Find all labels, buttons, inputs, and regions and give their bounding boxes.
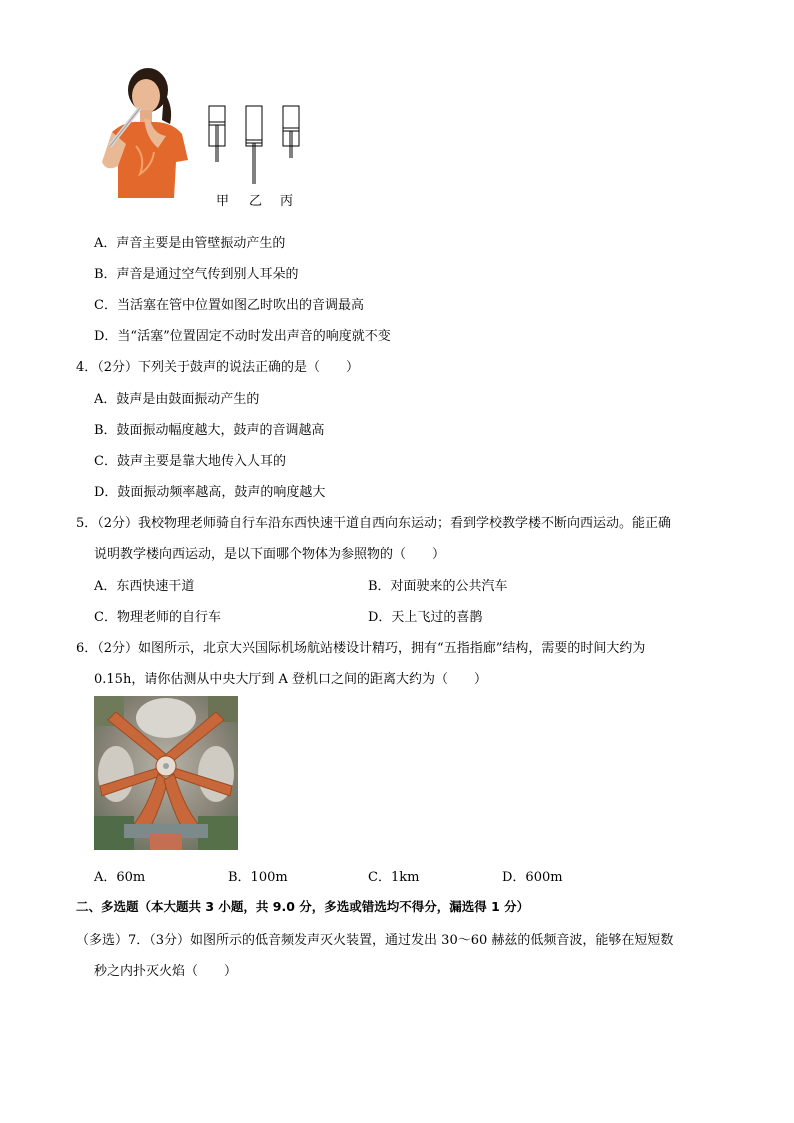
tube-label-jia: 甲: [216, 194, 230, 209]
q6-option-c: C．1km: [368, 870, 420, 885]
q5-option-d: D．天上飞过的喜鹊: [368, 610, 483, 625]
tube-label-bing: 丙: [280, 194, 294, 209]
q4-option-a: A．鼓声是由鼓面振动产生的: [94, 392, 260, 407]
q4-option-d: D．鼓面振动频率越高，鼓声的响度越大: [94, 485, 326, 500]
woman-blowing-whistle-photo: [96, 62, 194, 198]
q5-option-b: B．对面驶来的公共汽车: [368, 579, 508, 594]
q3-option-c: C．当活塞在管中位置如图乙时吹出的音调最高: [94, 298, 364, 313]
q5-option-a: A．东西快速干道: [94, 579, 195, 594]
q6-option-a: A．60m: [94, 870, 146, 885]
daxing-airport-aerial-photo: [94, 696, 238, 850]
q3-option-d: D．当“活塞”位置固定不动时发出声音的响度就不变: [94, 329, 391, 344]
slide-whistle-tubes-diagram: [200, 100, 310, 190]
q5-option-c: C．物理老师的自行车: [94, 610, 221, 625]
q7-stem-line2: 秒之内扑灭火焰（ ）: [94, 964, 238, 979]
q4-option-b: B．鼓面振动幅度越大，鼓声的音调越高: [94, 423, 325, 438]
q5-stem-line2: 说明教学楼向西运动，是以下面哪个物体为参照物的（ ）: [94, 547, 446, 562]
q6-option-b: B．100m: [228, 870, 288, 885]
q3-option-a: A．声音主要是由管壁振动产生的: [94, 236, 286, 251]
q6-option-d: D．600m: [502, 870, 563, 885]
q7-stem-line1: （多选）7．（3分）如图所示的低音频发声灭火装置，通过发出 30～60 赫兹的低频音波，能够在短短数: [76, 933, 674, 948]
q5-stem-line1: 5．（2分）我校物理老师骑自行车沿东西快速干道自西向东运动；看到学校教学楼不断向西运动。能正确: [76, 516, 672, 531]
q6-stem-line1: 6．（2分）如图所示，北京大兴国际机场航站楼设计精巧，拥有“五指指廊”结构，需要的时间大约为: [76, 641, 646, 656]
tube-label-yi: 乙: [249, 194, 263, 209]
section-2-title: 二、多选题（本大题共 3 小题，共 9.0 分，多选或错选均不得分，漏选得 1 分）: [76, 899, 530, 914]
q6-stem-line2: 0.15h，请你估测从中央大厅到 A 登机口之间的距离大约为（ ）: [94, 672, 487, 687]
q4-stem: 4．（2分）下列关于鼓声的说法正确的是（ ）: [76, 360, 360, 375]
q4-option-c: C．鼓声主要是靠大地传入人耳的: [94, 454, 286, 469]
q3-option-b: B．声音是通过空气传到别人耳朵的: [94, 267, 299, 282]
